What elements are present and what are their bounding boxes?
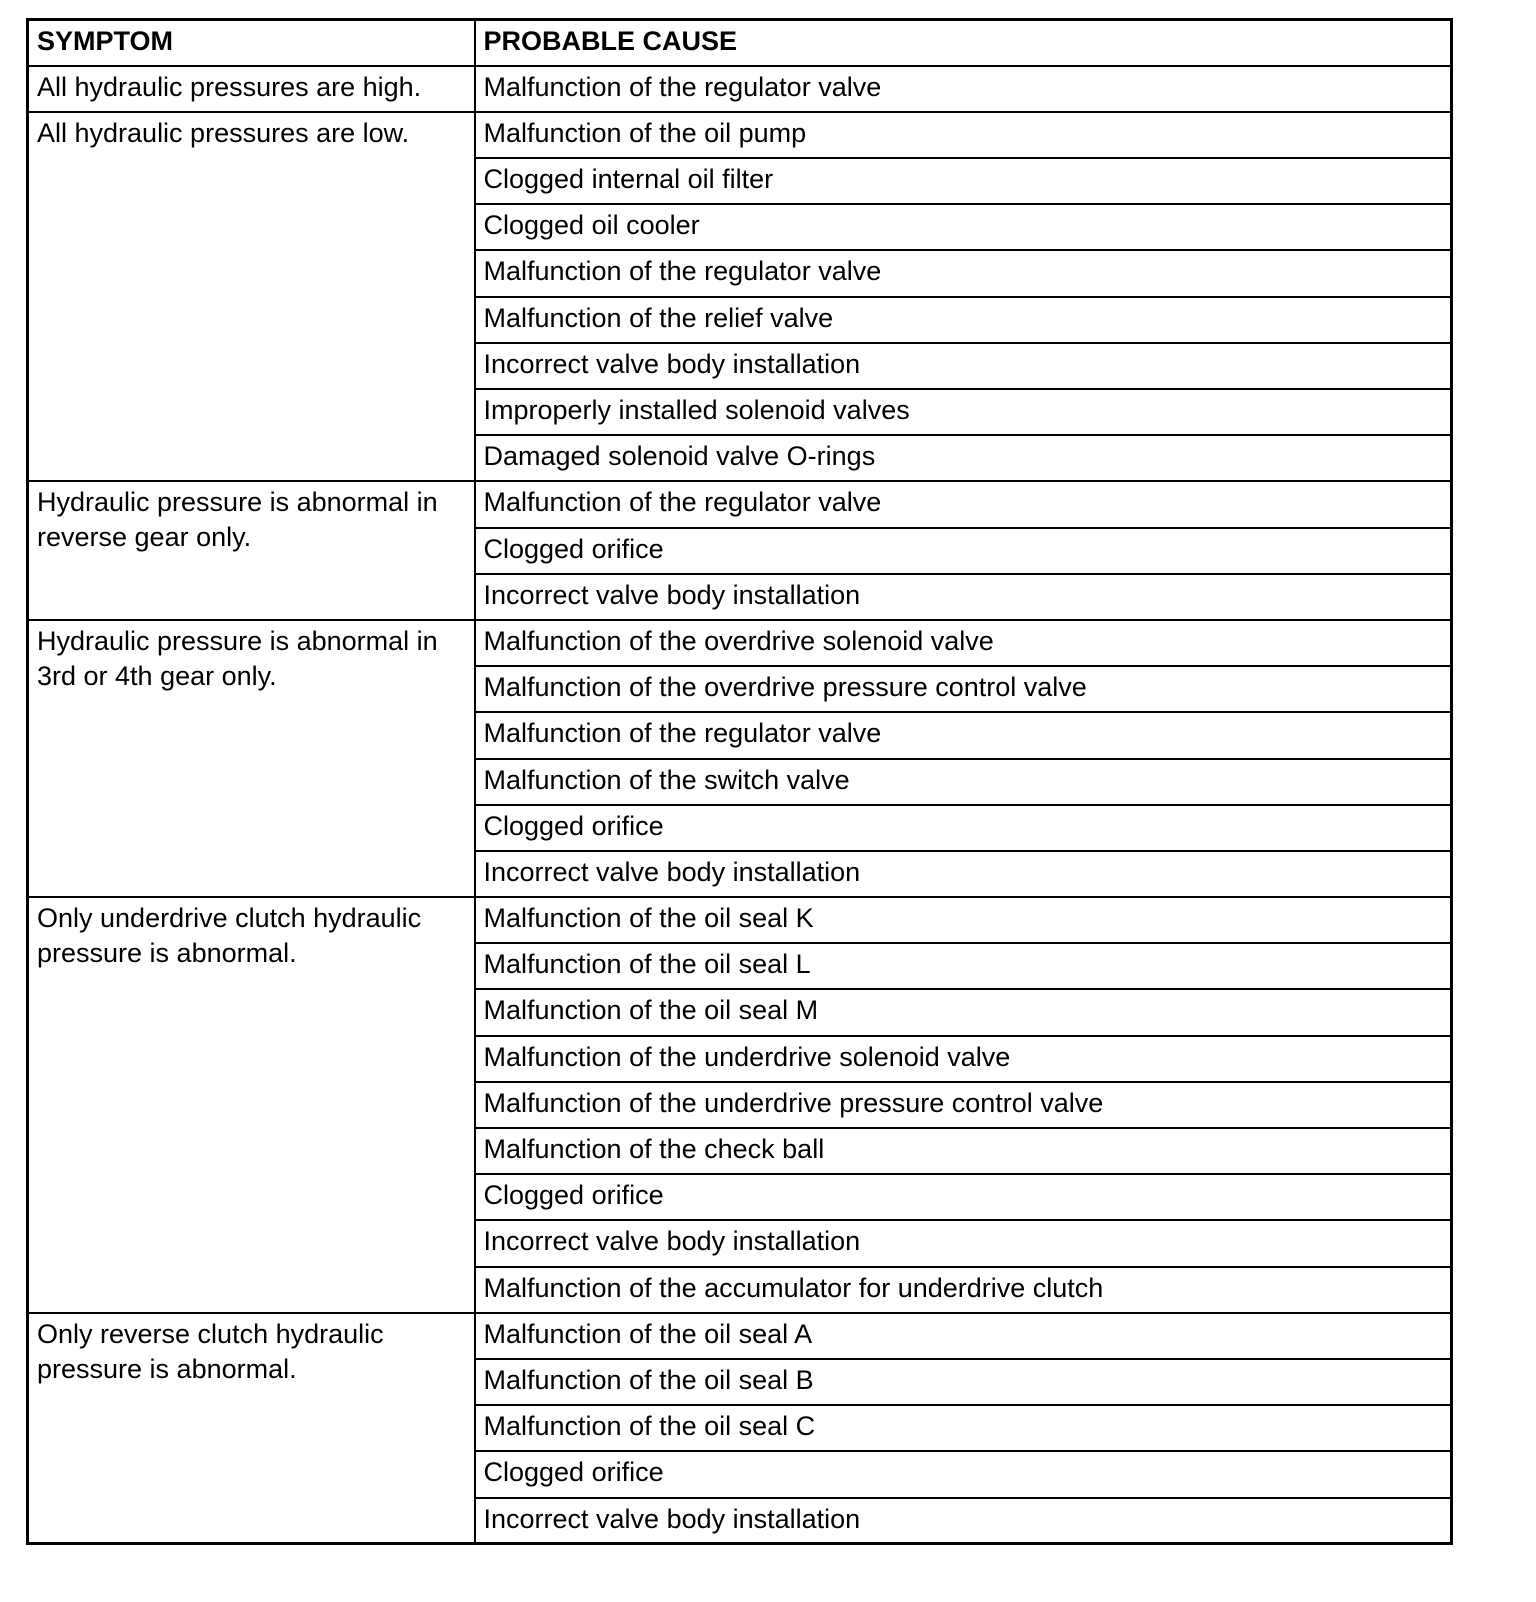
probable-cause-cell: Malfunction of the accumulator for underdrive clutch xyxy=(475,1267,1452,1313)
symptom-cell: Hydraulic pressure is abnormal in 3rd or 4th gear only. xyxy=(28,620,475,897)
probable-cause-cell: Malfunction of the oil seal K xyxy=(475,897,1452,943)
table-row xyxy=(28,897,1452,943)
probable-cause-cell: Malfunction of the switch valve xyxy=(475,759,1452,805)
probable-cause-cell: Clogged orifice xyxy=(475,805,1452,851)
table-row xyxy=(28,1313,1452,1359)
table-body xyxy=(28,66,1452,1544)
probable-cause-cell: Malfunction of the regulator valve xyxy=(475,66,1452,112)
table-row xyxy=(28,66,1452,112)
probable-cause-cell: Malfunction of the regulator valve xyxy=(475,250,1452,296)
probable-cause-cell: Incorrect valve body installation xyxy=(475,343,1452,389)
probable-cause-cell: Damaged solenoid valve O-rings xyxy=(475,435,1452,481)
probable-cause-cell: Incorrect valve body installation xyxy=(475,1498,1452,1544)
probable-cause-header: PROBABLE CAUSE xyxy=(475,20,1452,66)
probable-cause-cell: Malfunction of the relief valve xyxy=(475,297,1452,343)
symptom-cell: Only underdrive clutch hydraulic pressure is abnormal. xyxy=(28,897,475,1313)
probable-cause-cell: Clogged orifice xyxy=(475,1451,1452,1497)
table-row xyxy=(28,481,1452,527)
table-row xyxy=(28,112,1452,158)
symptom-cell: Hydraulic pressure is abnormal in reverse gear only. xyxy=(28,481,475,620)
probable-cause-cell: Malfunction of the overdrive solenoid valve xyxy=(475,620,1452,666)
probable-cause-cell: Incorrect valve body installation xyxy=(475,574,1452,620)
probable-cause-cell: Malfunction of the overdrive pressure control valve xyxy=(475,666,1452,712)
probable-cause-cell: Improperly installed solenoid valves xyxy=(475,389,1452,435)
probable-cause-cell: Malfunction of the oil seal B xyxy=(475,1359,1452,1405)
symptom-cell: All hydraulic pressures are low. xyxy=(28,112,475,482)
probable-cause-cell: Malfunction of the underdrive solenoid valve xyxy=(475,1036,1452,1082)
probable-cause-cell: Malfunction of the underdrive pressure control valve xyxy=(475,1082,1452,1128)
probable-cause-cell: Clogged orifice xyxy=(475,1174,1452,1220)
probable-cause-cell: Malfunction of the oil seal C xyxy=(475,1405,1452,1451)
probable-cause-cell: Malfunction of the regulator valve xyxy=(475,712,1452,758)
probable-cause-cell: Malfunction of the oil seal M xyxy=(475,989,1452,1035)
header-row xyxy=(28,20,1452,66)
probable-cause-cell: Incorrect valve body installation xyxy=(475,1220,1452,1266)
probable-cause-cell: Malfunction of the oil seal A xyxy=(475,1313,1452,1359)
probable-cause-cell: Incorrect valve body installation xyxy=(475,851,1452,897)
probable-cause-cell: Malfunction of the oil seal L xyxy=(475,943,1452,989)
probable-cause-cell: Clogged internal oil filter xyxy=(475,158,1452,204)
probable-cause-cell: Clogged oil cooler xyxy=(475,204,1452,250)
symptom-cell: Only reverse clutch hydraulic pressure is abnormal. xyxy=(28,1313,475,1544)
probable-cause-cell: Malfunction of the oil pump xyxy=(475,112,1452,158)
troubleshooting-table xyxy=(26,18,1453,1545)
probable-cause-cell: Malfunction of the check ball xyxy=(475,1128,1452,1174)
probable-cause-cell: Clogged orifice xyxy=(475,528,1452,574)
symptom-cell: All hydraulic pressures are high. xyxy=(28,66,475,112)
symptom-header: SYMPTOM xyxy=(28,20,475,66)
probable-cause-cell: Malfunction of the regulator valve xyxy=(475,481,1452,527)
table-row xyxy=(28,620,1452,666)
